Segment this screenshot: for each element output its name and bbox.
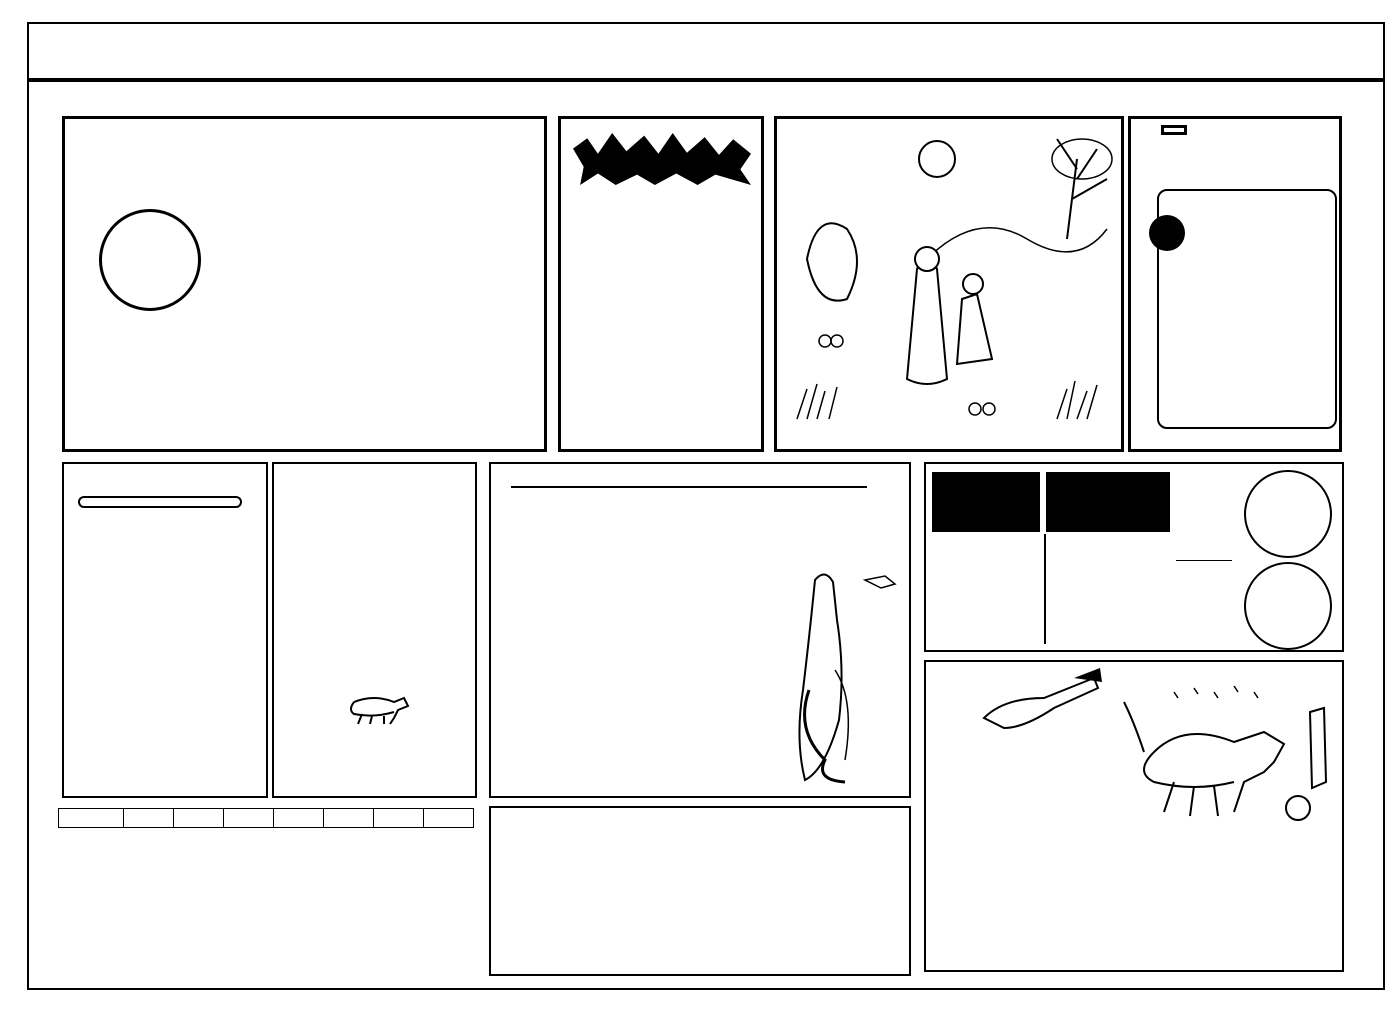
grass-left: [797, 384, 837, 419]
fruit-1: [819, 335, 831, 347]
marksix-left-strip: [34, 112, 56, 982]
header-bar: [27, 22, 1385, 80]
elder-head: [915, 247, 939, 271]
col-te-sx: [424, 809, 474, 828]
marksix-top-strip: [34, 88, 1364, 110]
liuhe-title-burst: [573, 133, 751, 185]
count-divider: [1176, 560, 1232, 561]
moon-shape: [919, 141, 955, 177]
ball-30: [1244, 562, 1332, 650]
results-table-area: [58, 806, 478, 978]
sage-landscape-illustration: [777, 119, 1121, 449]
ox-icon: [344, 692, 414, 726]
scroll-roll-icon: [1149, 215, 1185, 251]
masthead-seal: [99, 209, 201, 311]
boy-head: [963, 274, 983, 294]
results-table: [58, 808, 474, 828]
fruit-4: [983, 403, 995, 415]
grass-right: [1057, 381, 1097, 419]
col-1: [124, 809, 174, 828]
baxian-row: [505, 860, 905, 970]
divider-vertical: [1044, 534, 1046, 644]
tree-shape: [1057, 139, 1107, 239]
zongfen-header: [932, 472, 1040, 532]
jiehua-box: [924, 660, 1344, 972]
immortal-figure-illustration: [785, 560, 905, 790]
col-issue: [59, 809, 124, 828]
lingma-box: [489, 462, 911, 798]
xunma-title: [1161, 125, 1187, 135]
rock-shape: [807, 223, 857, 300]
col-2: [174, 809, 224, 828]
bull-illustration: [1114, 682, 1340, 832]
tema-box: [62, 462, 268, 798]
marksix-right-strip: [1347, 112, 1369, 982]
elder-figure: [907, 259, 947, 384]
kaijiang-box: [924, 462, 1344, 652]
col-te: [374, 809, 424, 828]
illustration-box: [774, 116, 1124, 452]
issue-label: [1119, 40, 1171, 66]
baxian-box: [489, 806, 911, 976]
scroll-paper: [1157, 189, 1337, 429]
col-3: [224, 809, 274, 828]
fruit-2: [831, 335, 843, 347]
xunma-box: [1128, 116, 1342, 452]
boy-figure: [957, 294, 992, 364]
lingma-text: [509, 564, 777, 790]
mountain-lines: [927, 228, 1107, 259]
col-4: [274, 809, 324, 828]
hand-pointing-illustration: [974, 668, 1104, 738]
masthead-box: [62, 116, 547, 452]
mengliao-box: [272, 462, 477, 798]
tema-title: [78, 496, 242, 508]
ball-26: [1244, 470, 1332, 558]
lingma-title-rule: [511, 486, 867, 488]
liuhe-box: [558, 116, 764, 452]
fruit-3: [969, 403, 981, 415]
col-5: [324, 809, 374, 828]
results-header-row: [59, 809, 474, 828]
tema-header: [1046, 472, 1170, 532]
